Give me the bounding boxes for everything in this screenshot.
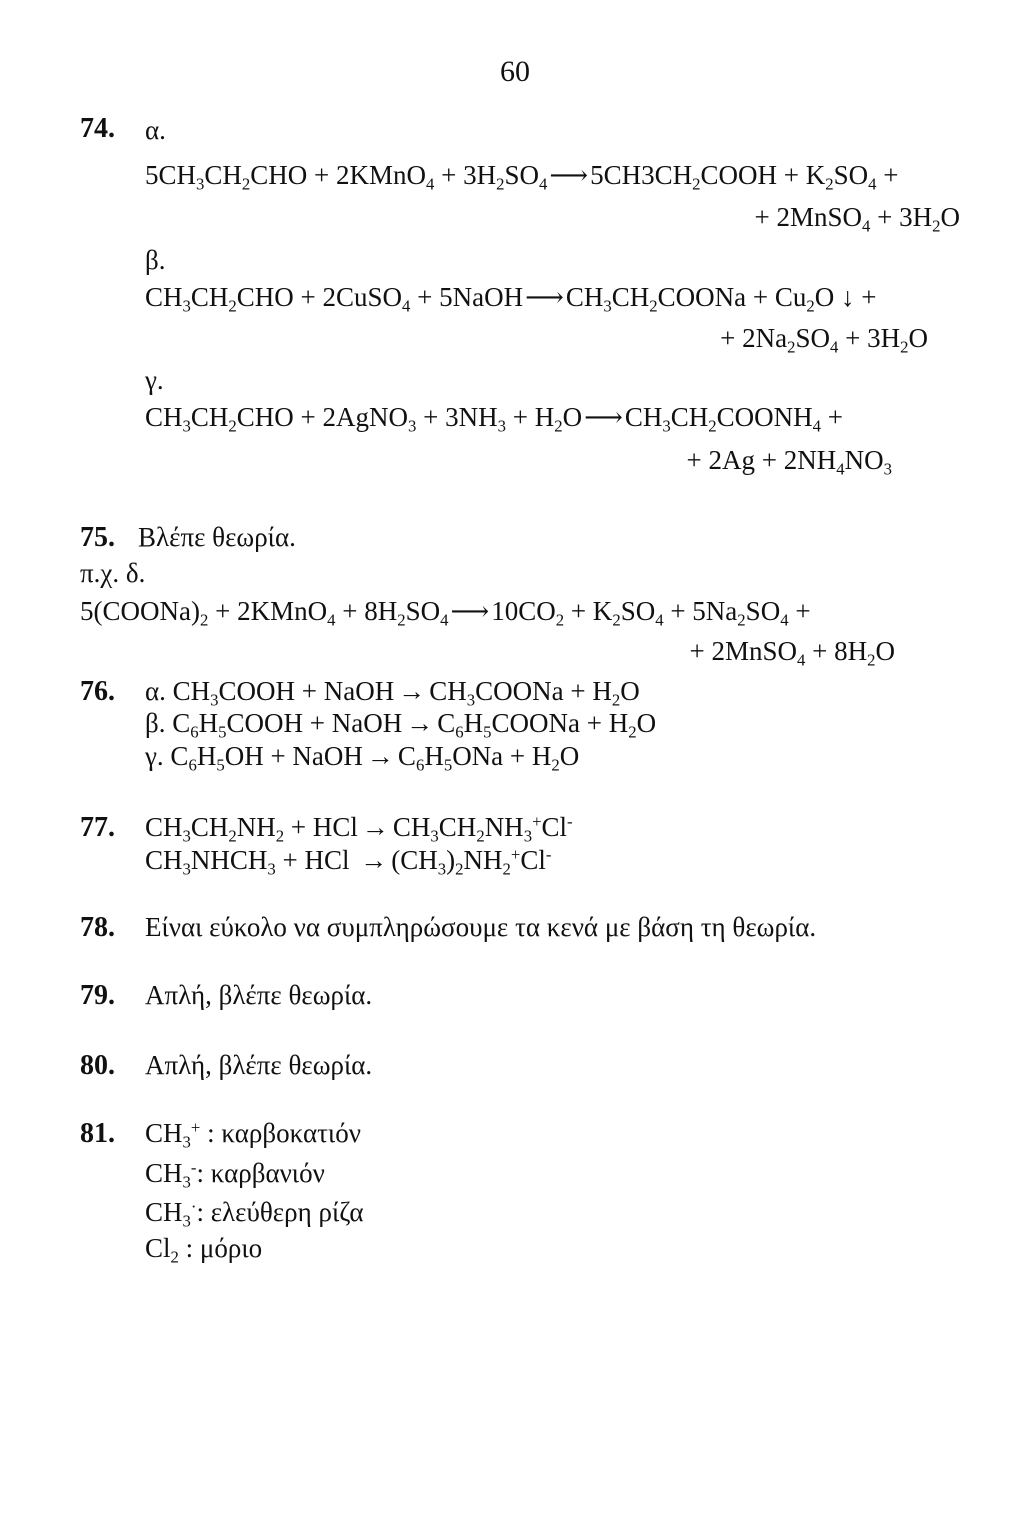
item-81-radical: $CH_3^\cdot$: ελεύθερη ρίζα bbox=[145, 1196, 364, 1231]
item-81-molecule: $Cl_2$ : μόριο bbox=[145, 1233, 263, 1267]
section-number-80: 80. bbox=[80, 1050, 115, 1081]
label-74b: β. bbox=[145, 245, 166, 275]
label-74g: γ. bbox=[145, 365, 164, 395]
equation-76b: β. $C_6H_5COOH$ + NaOH → $C_6H_5COONa + H_2O$ bbox=[145, 708, 657, 742]
reaction-arrow-icon: → bbox=[406, 708, 434, 738]
reaction-arrow-icon: ⟶ bbox=[450, 596, 490, 626]
section-number-75: 75. bbox=[80, 522, 115, 553]
text-80: Απλή, βλέπε θεωρία. bbox=[145, 1050, 373, 1080]
equation-75-line2: + 2MnSO$_4$ + $8H_2O$ bbox=[689, 636, 895, 670]
reaction-arrow-icon: → bbox=[366, 741, 394, 771]
text-75: Βλέπε θεωρία. bbox=[138, 522, 296, 552]
reaction-arrow-icon: → bbox=[360, 845, 388, 875]
label-75-example: π.χ. δ. bbox=[80, 558, 146, 588]
reaction-arrow-icon: ⟶ bbox=[584, 402, 623, 432]
section-number-78: 78. bbox=[80, 912, 115, 943]
page-number: 60 bbox=[500, 55, 530, 88]
reaction-arrow-icon: ⟶ bbox=[525, 282, 564, 312]
equation-76g: γ. $C_6H_5OH$ + NaOH → $C_6H_5ONa + H_2O$ bbox=[145, 741, 580, 775]
section-number-74: 74. bbox=[80, 113, 115, 144]
equation-74b-line2: + $2Na_2SO_4 + 3H_2O$ bbox=[720, 323, 928, 357]
section-number-81: 81. bbox=[80, 1118, 115, 1149]
reaction-arrow-icon: → bbox=[361, 812, 389, 842]
equation-74a-line2: + 2MnSO$_4$ + $3H_2O$ bbox=[754, 202, 960, 236]
section-number-79: 79. bbox=[80, 980, 115, 1011]
reaction-arrow-icon: → bbox=[398, 676, 426, 706]
item-81-carbanion: $CH_3^-$: καρβανιόν bbox=[145, 1157, 325, 1192]
equation-74a-line1: $5CH_3CH_2CHO$ + 2KMnO$_4$ + $3H_2SO_4⟶5CH3CH_2COOH + K_2SO_4$ + bbox=[145, 160, 899, 194]
equation-74g-line1: $CH_3CH_2CHO$ + 2AgNO$_3$ + $3NH_3$ + $H_2O⟶CH_3CH_2COONH_4$ + bbox=[145, 402, 843, 436]
equation-74b-line1: $CH_3CH_2CHO$ + 2CuSO$_4$ + $5NaOH⟶CH_3CH_2COONa + Cu_2O$ ↓ + bbox=[145, 282, 877, 316]
item-81-carbocation: $CH_3^+$ : καρβοκατιόν bbox=[145, 1117, 361, 1152]
reaction-arrow-icon: ⟶ bbox=[549, 160, 589, 190]
equation-75-line1: $5(COONa)_2$ + 2KMnO$_4$ + $8H_2SO_4⟶10CO_2 + K_2SO_4 + 5Na_2SO_4$ + bbox=[80, 596, 811, 630]
equation-76a: α. $CH_3COOH$ + NaOH → $CH_3COONa + H_2O$ bbox=[145, 676, 640, 710]
equation-77a: $CH_3CH_2NH_2$ + HCl → $CH_3CH_2NH_3^+Cl^-$ bbox=[145, 811, 573, 846]
label-74a: α. bbox=[145, 115, 166, 145]
precipitate-arrow-icon: ↓ bbox=[841, 282, 855, 312]
equation-77b: $CH_3NHCH_3$ + HCl → $(CH_3)_2NH_2^+Cl^-$ bbox=[145, 844, 552, 879]
equation-74g-line2: + $2Ag + 2NH_4NO_3$ bbox=[686, 445, 892, 479]
text-78: Είναι εύκολο να συμπληρώσουμε τα κενά με βάση τη θεωρία. bbox=[145, 912, 817, 942]
text-79: Απλή, βλέπε θεωρία. bbox=[145, 980, 373, 1010]
section-number-76: 76. bbox=[80, 676, 115, 707]
section-number-77: 77. bbox=[80, 812, 115, 843]
